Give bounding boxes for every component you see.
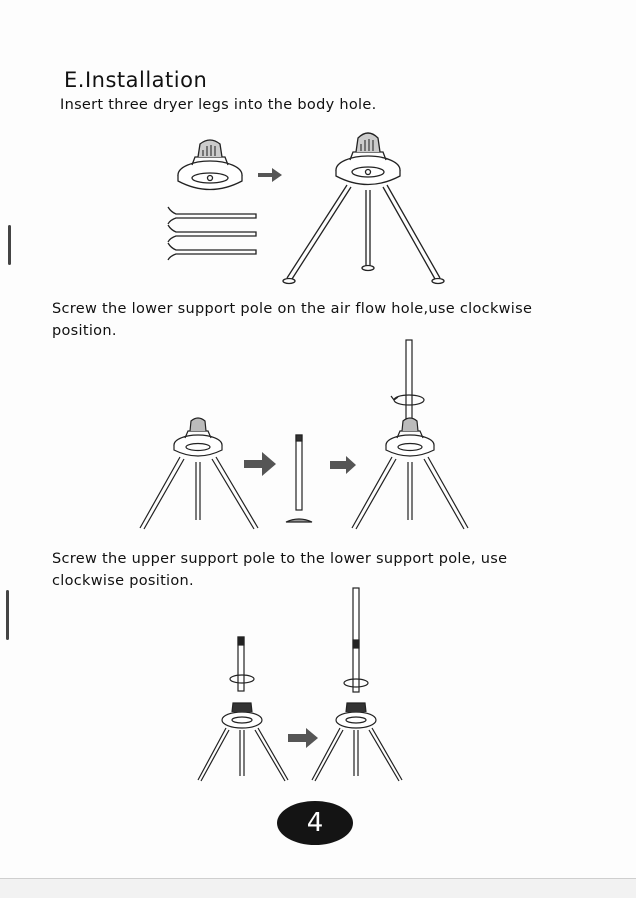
section-heading: E.Installation [64, 68, 208, 92]
page-number-badge: 4 [277, 801, 353, 845]
scan-bottom-edge [0, 878, 636, 898]
right-arrow-icon [288, 728, 318, 748]
step-3-text: Screw the upper support pole to the lower support pole, use clockwise position. [52, 551, 508, 589]
fully-assembled-dryer-illustration [312, 588, 402, 781]
step-2-text: Screw the lower support pole on the air flow hole,use clockwise position. [52, 301, 533, 339]
tripod-with-upper-pole-illustration [198, 637, 288, 781]
step-1-text: Insert three dryer legs into the body hole. [60, 97, 377, 113]
